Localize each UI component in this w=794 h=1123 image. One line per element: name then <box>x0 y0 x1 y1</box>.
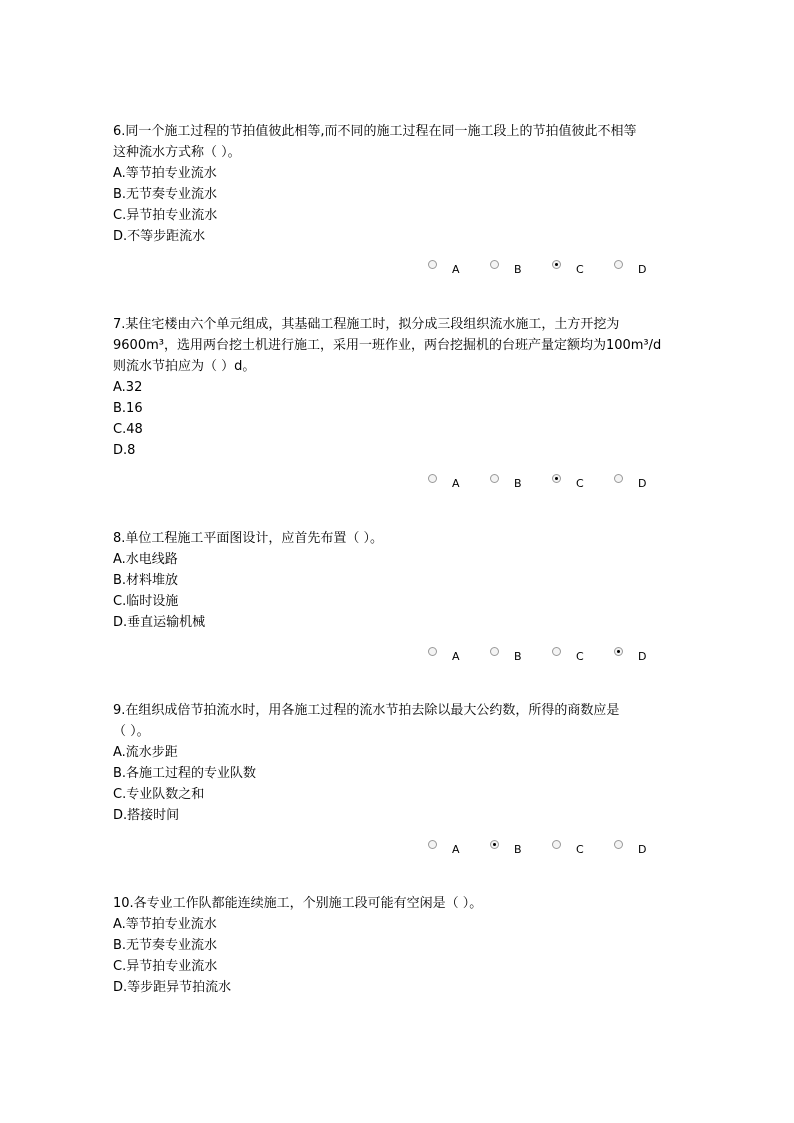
choice-label: D <box>638 650 647 663</box>
question-text-line: 这种流水方式称（ ）。 <box>113 145 241 160</box>
radio-button[interactable] <box>552 260 561 269</box>
option-c-text: C.48 <box>113 422 143 437</box>
choice-label: D <box>638 477 647 490</box>
choice-label: A <box>452 843 460 856</box>
radio-button[interactable] <box>490 474 499 483</box>
choice-label: B <box>514 477 522 490</box>
answer-choices-8 <box>428 647 668 667</box>
question-text-line: 则流水节拍应为（ ）d。 <box>113 359 256 374</box>
option-b-text: B.无节奏专业流水 <box>113 187 218 202</box>
option-d-text: D.等步距异节拍流水 <box>113 980 232 995</box>
option-d-text: D.8 <box>113 443 136 458</box>
radio-button[interactable] <box>490 840 499 849</box>
question-10 <box>113 893 693 998</box>
option-b-text: B.无节奏专业流水 <box>113 938 218 953</box>
radio-button[interactable] <box>552 840 561 849</box>
option-d-text: D.垂直运输机械 <box>113 615 206 630</box>
option-a-text: A.等节拍专业流水 <box>113 166 217 181</box>
choice-label: C <box>576 843 584 856</box>
question-6 <box>113 121 693 247</box>
radio-button[interactable] <box>614 474 623 483</box>
choice-label: D <box>638 263 647 276</box>
radio-button[interactable] <box>490 260 499 269</box>
question-text-line: 6.同一个施工过程的节拍值彼此相等,而不同的施工过程在同一施工段上的节拍值彼此不相等 <box>113 124 637 139</box>
option-a-text: A.32 <box>113 380 143 395</box>
question-8 <box>113 528 693 633</box>
choice-label: B <box>514 843 522 856</box>
option-a-text: A.流水步距 <box>113 745 178 760</box>
option-b-text: B.材料堆放 <box>113 573 179 588</box>
choice-label: C <box>576 650 584 663</box>
choice-label: D <box>638 843 647 856</box>
choice-label: C <box>576 263 584 276</box>
choice-label: A <box>452 477 460 490</box>
answer-choices-6 <box>428 260 668 280</box>
choice-label: C <box>576 477 584 490</box>
question-text-line: 8.单位工程施工平面图设计，应首先布置（ ）。 <box>113 531 384 546</box>
choice-label: A <box>452 650 460 663</box>
option-a-text: A.等节拍专业流水 <box>113 917 217 932</box>
radio-button[interactable] <box>614 840 623 849</box>
question-text-line: 9.在组织成倍节拍流水时，用各施工过程的流水节拍去除以最大公约数，所得的商数应是 <box>113 703 620 718</box>
option-c-text: C.异节拍专业流水 <box>113 959 218 974</box>
option-a-text: A.水电线路 <box>113 552 178 567</box>
choice-label: B <box>514 263 522 276</box>
question-7 <box>113 314 693 461</box>
option-d-text: D.搭接时间 <box>113 808 180 823</box>
question-text-line: 7.某住宅楼由六个单元组成，其基础工程施工时，拟分成三段组织流水施工，土方开挖为 <box>113 317 620 332</box>
option-c-text: C.临时设施 <box>113 594 179 609</box>
radio-button[interactable] <box>428 260 437 269</box>
radio-button[interactable] <box>614 647 623 656</box>
question-9 <box>113 700 693 826</box>
radio-button[interactable] <box>552 474 561 483</box>
radio-button[interactable] <box>428 840 437 849</box>
radio-button[interactable] <box>614 260 623 269</box>
choice-label: A <box>452 263 460 276</box>
answer-choices-9 <box>428 840 668 860</box>
option-c-text: C.专业队数之和 <box>113 787 205 802</box>
radio-button[interactable] <box>428 474 437 483</box>
question-text-line: （ ）。 <box>113 724 150 739</box>
option-d-text: D.不等步距流水 <box>113 229 206 244</box>
option-c-text: C.异节拍专业流水 <box>113 208 218 223</box>
radio-button[interactable] <box>552 647 561 656</box>
question-text-line: 10.各专业工作队都能连续施工，个别施工段可能有空闲是（ ）。 <box>113 896 483 911</box>
option-b-text: B.各施工过程的专业队数 <box>113 766 257 781</box>
choice-label: B <box>514 650 522 663</box>
question-text-line: 9600m³，选用两台挖土机进行施工，采用一班作业，两台挖掘机的台班产量定额均为100m³/d <box>113 338 662 353</box>
radio-button[interactable] <box>428 647 437 656</box>
answer-choices-7 <box>428 474 668 494</box>
radio-button[interactable] <box>490 647 499 656</box>
option-b-text: B.16 <box>113 401 143 416</box>
